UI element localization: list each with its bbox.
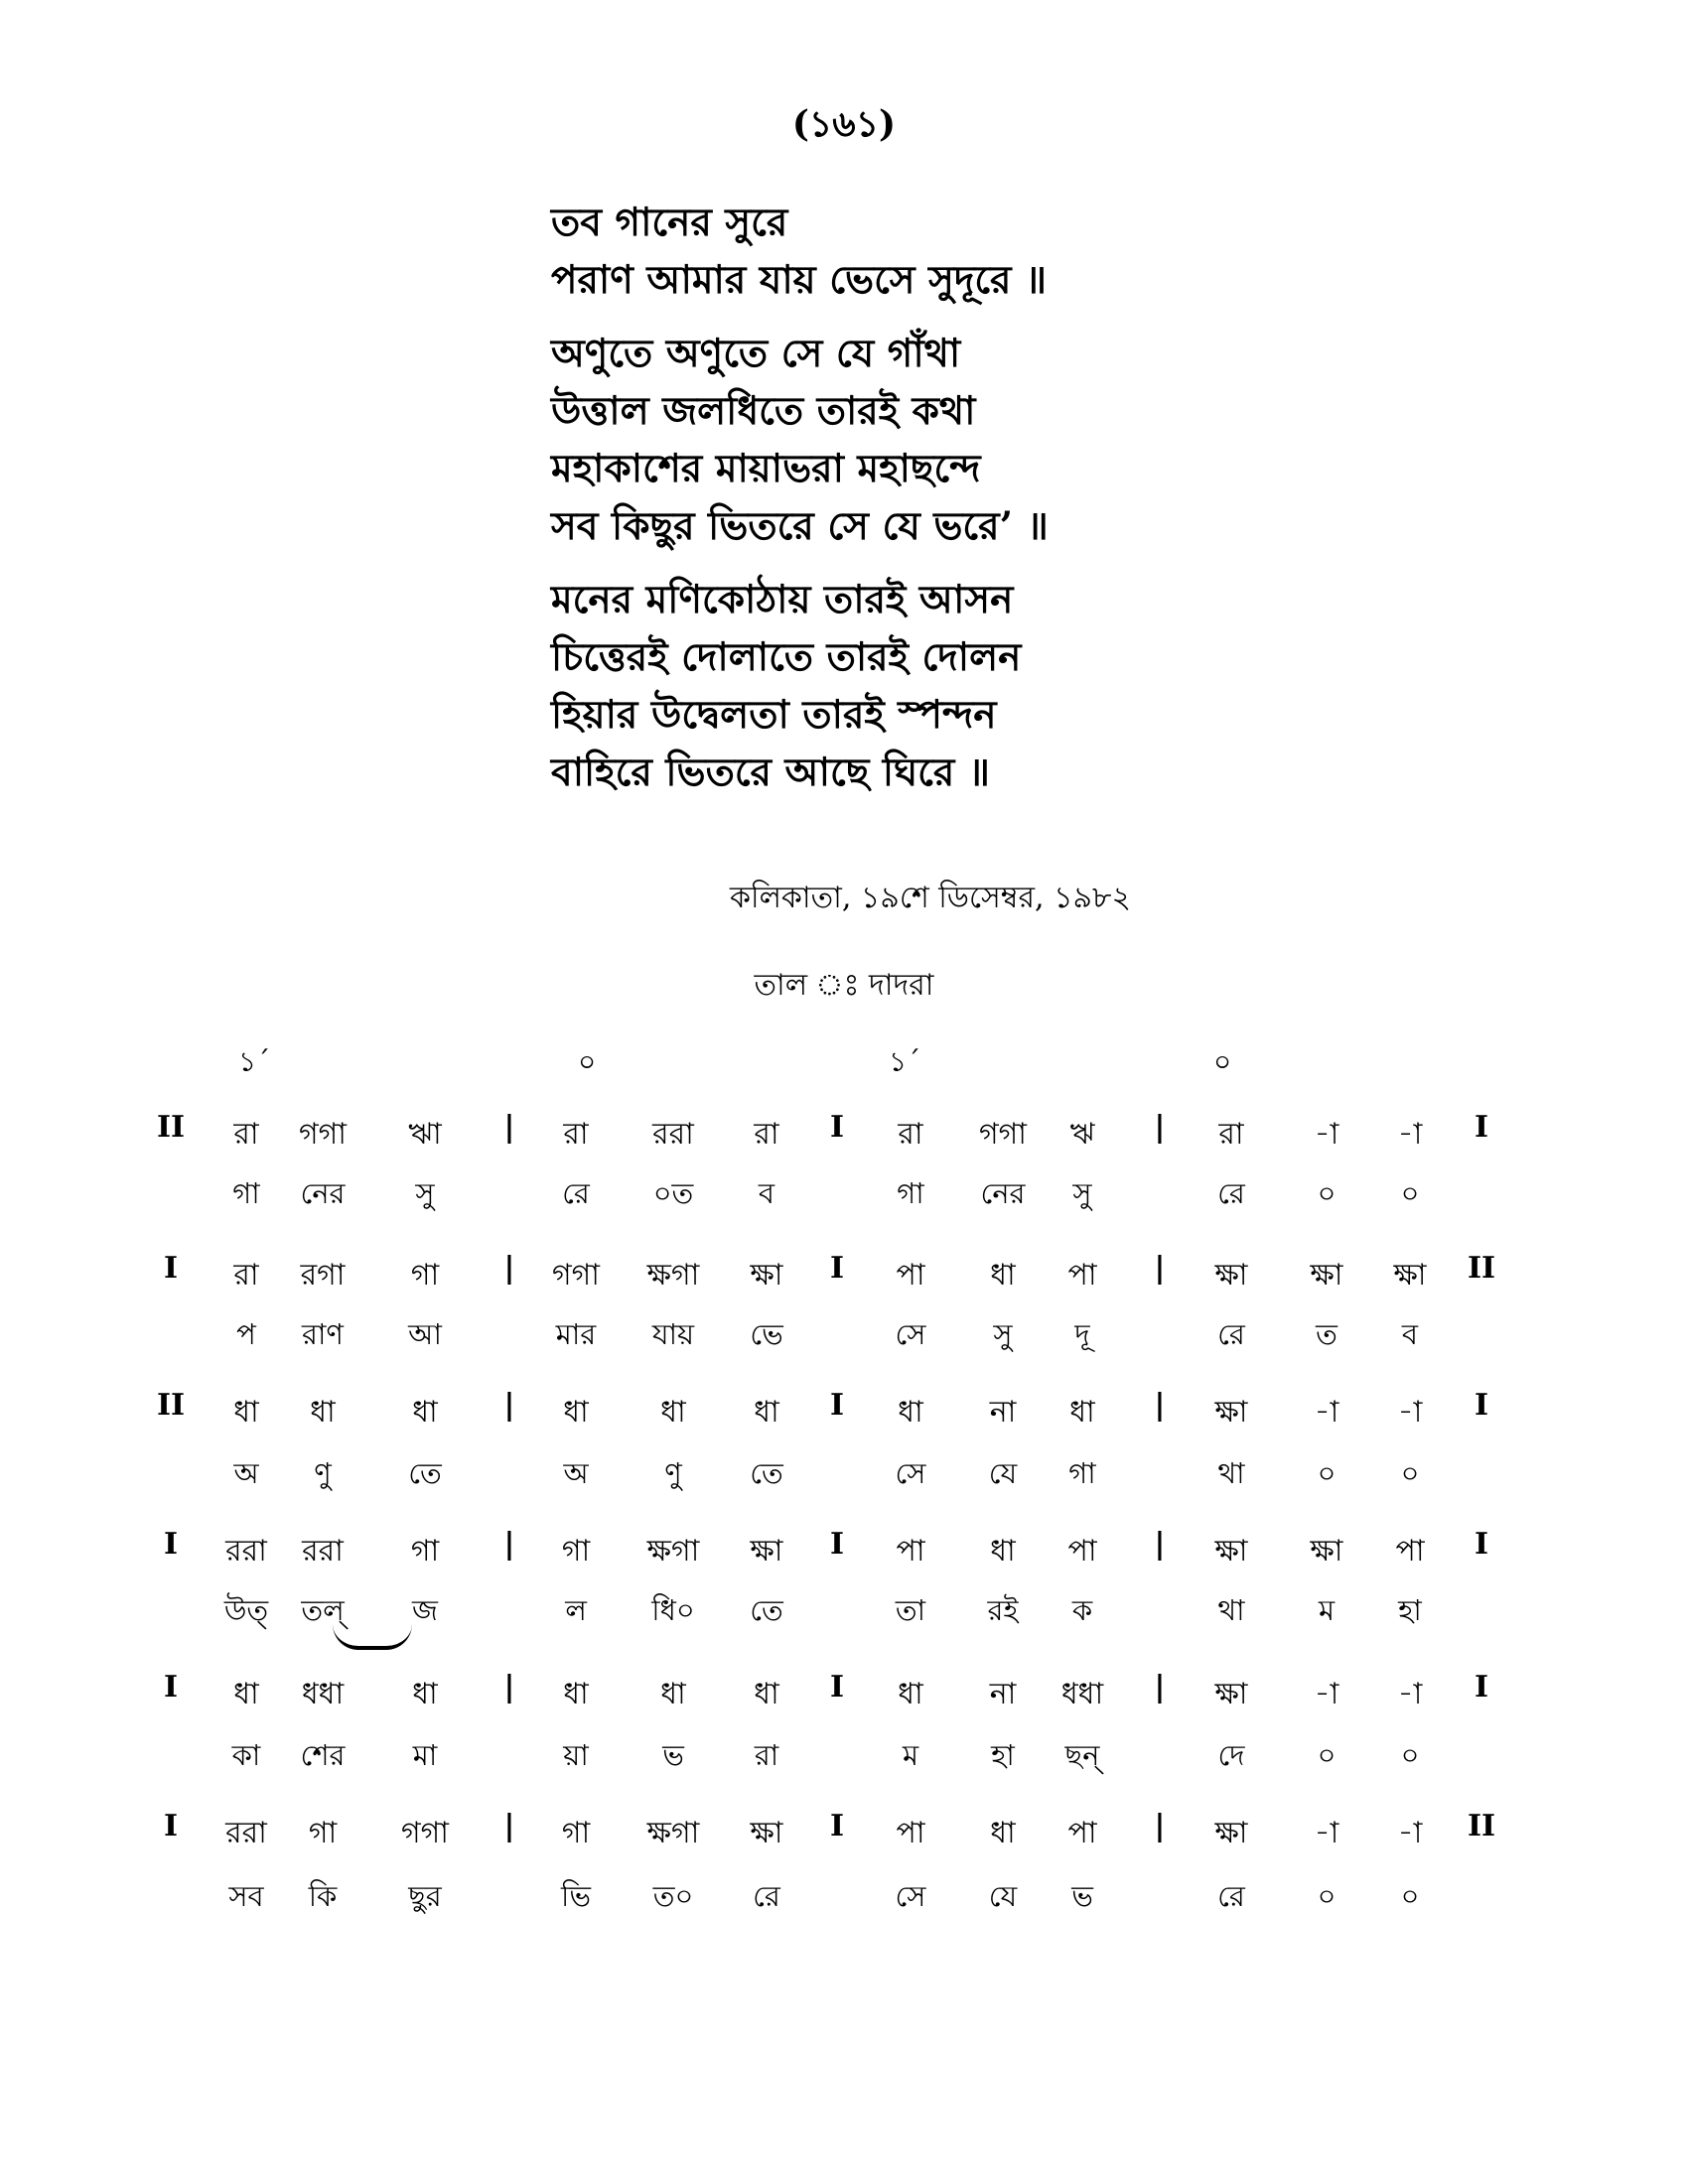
lyric-syllable: ণু: [314, 1456, 332, 1490]
swara-note: -া: [1397, 1816, 1423, 1850]
lyric-syllable: রে: [562, 1176, 590, 1210]
lyric-syllable: রে: [1217, 1317, 1245, 1351]
swara-note: ধা: [898, 1677, 923, 1711]
division-separator: |: [503, 1527, 515, 1562]
barline-end: II: [1467, 1251, 1496, 1286]
lyric-syllable: ০: [1400, 1456, 1420, 1490]
lyric-syllable-row: [0, 1733, 1688, 1793]
barline-end: I: [1474, 1527, 1489, 1562]
lyric-syllable: ০: [1317, 1738, 1336, 1772]
swara-note: রা: [233, 1117, 259, 1152]
lyric-syllable: ল: [565, 1593, 587, 1627]
barline-end: I: [1474, 1388, 1489, 1423]
swara-note: ধা: [990, 1258, 1016, 1293]
swara-row: [0, 1110, 1688, 1169]
lyric-syllable: সে: [895, 1456, 926, 1490]
beat-marker: ০: [1213, 1045, 1232, 1078]
swara-note: পা: [1067, 1816, 1097, 1850]
swara-note: গগা: [298, 1117, 348, 1152]
lyric-syllable: তে: [408, 1456, 442, 1490]
lyric-syllable: সু: [993, 1317, 1013, 1351]
lyrics: [551, 194, 1445, 817]
swara-note: ক্ষা: [1214, 1534, 1248, 1569]
swara-note: ররা: [225, 1816, 267, 1850]
lyric-syllable: সু: [415, 1176, 435, 1210]
barline-start: II: [156, 1388, 186, 1423]
lyric-syllable: রা: [754, 1738, 779, 1772]
lyric-syllable: ভে: [750, 1317, 783, 1351]
swara-note: ররা: [225, 1534, 267, 1569]
swara-note: ধা: [1069, 1395, 1095, 1430]
swara-note: ররা: [652, 1117, 694, 1152]
swara-note: গা: [561, 1534, 591, 1569]
swara-note: ক্ষা: [1393, 1258, 1427, 1293]
beat-marker: ০: [578, 1045, 597, 1078]
swara-note: গগা: [551, 1258, 601, 1293]
swara-note: পা: [1067, 1258, 1097, 1293]
swara-note: ররা: [302, 1534, 344, 1569]
swara-note: গা: [410, 1534, 440, 1569]
division-separator: |: [503, 1670, 515, 1705]
swara-note: ক্ষা: [1310, 1258, 1343, 1293]
swara-note: রা: [898, 1117, 923, 1152]
lyric-line: হিয়ার উদ্বেলতা তারই স্পন্দন: [551, 692, 997, 738]
lyric-syllable: ০: [1317, 1456, 1336, 1490]
barline-start: II: [156, 1110, 186, 1145]
swara-row: [0, 1809, 1688, 1868]
swara-note: ধা: [898, 1395, 923, 1430]
swara-note: ঋা: [408, 1117, 442, 1152]
lyric-syllable: রে: [753, 1879, 780, 1913]
lyric-syllable: ম: [1318, 1593, 1336, 1627]
barline-start: I: [163, 1809, 179, 1843]
swara-note: পা: [1067, 1534, 1097, 1569]
swara-note: ধধা: [301, 1677, 345, 1711]
lyric-syllable: ণু: [664, 1456, 682, 1490]
division-separator: I: [829, 1388, 845, 1423]
lyric-syllable: ব: [758, 1176, 775, 1210]
swara-note: ক্ষা: [1310, 1534, 1343, 1569]
lyric-syllable: ছুর: [408, 1879, 442, 1913]
swara-note: ক্ষা: [750, 1816, 783, 1850]
swara-note: ক্ষা: [1214, 1816, 1248, 1850]
lyric-syllable: অ: [233, 1456, 259, 1490]
swara-note: -া: [1314, 1395, 1339, 1430]
beat-marker: ১´: [238, 1045, 271, 1078]
lyric-line: চিত্তেরই দোলাতে তারই দোলন: [551, 634, 1022, 680]
division-separator: |: [1154, 1527, 1166, 1562]
lyric-syllable: ক: [1071, 1593, 1093, 1627]
lyric-syllable: শের: [300, 1738, 346, 1772]
lyric-syllable: কি: [308, 1879, 338, 1913]
lyric-syllable: ০: [1317, 1879, 1336, 1913]
lyric-syllable: ০: [1400, 1738, 1420, 1772]
lyric-syllable: গা: [897, 1176, 924, 1210]
lyric-line: পরাণ আমার যায় ভেসে সুদূরে ॥: [551, 257, 1048, 303]
tala-label: তাল ঃ দাদরা: [754, 968, 934, 1003]
lyric-syllable: দূ: [1074, 1317, 1090, 1351]
lyric-syllable: রই: [987, 1593, 1019, 1627]
lyric-syllable: উত্: [223, 1593, 269, 1627]
division-separator: |: [1154, 1809, 1166, 1843]
lyric-syllable-row: [0, 1312, 1688, 1372]
lyric-syllable-row: [0, 1451, 1688, 1511]
division-separator: I: [829, 1670, 845, 1705]
swara-note: ধা: [990, 1534, 1016, 1569]
lyric-syllable: নের: [980, 1176, 1026, 1210]
lyric-syllable: তে: [750, 1456, 783, 1490]
lyric-syllable: ০: [1400, 1176, 1420, 1210]
division-separator: |: [503, 1809, 515, 1843]
swara-note: -া: [1314, 1677, 1339, 1711]
lyric-syllable: রে: [1217, 1879, 1245, 1913]
lyric-syllable: ভি: [561, 1879, 591, 1913]
swara-note: পা: [1395, 1534, 1425, 1569]
lyric-syllable: ত০: [652, 1879, 694, 1913]
lyric-syllable: তা: [895, 1593, 926, 1627]
lyric-syllable: সে: [895, 1317, 926, 1351]
swara-note: ক্ষা: [1214, 1395, 1248, 1430]
barline-end: I: [1474, 1110, 1489, 1145]
place-date-signature: কলিকাতা, ১৯শে ডিসেম্বর, ১৯৮২: [730, 881, 1131, 915]
lyric-syllable: গা: [232, 1176, 260, 1210]
lyric-syllable: নের: [300, 1176, 346, 1210]
lyric-syllable: সে: [895, 1879, 926, 1913]
lyric-syllable: আ: [408, 1317, 442, 1351]
lyric-syllable-row: [0, 1588, 1688, 1648]
lyric-syllable-row: [0, 1171, 1688, 1231]
swara-note: ধা: [660, 1395, 686, 1430]
swara-note: ক্ষা: [1214, 1258, 1248, 1293]
lyric-syllable: হা: [991, 1738, 1015, 1772]
lyric-syllable: যে: [988, 1879, 1018, 1913]
swara-note: -া: [1397, 1117, 1423, 1152]
division-separator: |: [1154, 1251, 1166, 1286]
swara-note: রা: [754, 1117, 779, 1152]
division-separator: I: [829, 1527, 845, 1562]
swara-note: না: [989, 1395, 1017, 1430]
lyric-syllable: গা: [1068, 1456, 1096, 1490]
page-number: (১৬১): [791, 103, 897, 145]
lyric-syllable: হা: [1398, 1593, 1422, 1627]
swara-note: গগা: [400, 1816, 450, 1850]
swara-note: ধধা: [1060, 1677, 1104, 1711]
lyric-syllable: জ: [412, 1593, 438, 1627]
lyric-line: উত্তাল জলধিতে তারই কথা: [551, 388, 976, 434]
swara-note: ধা: [233, 1395, 259, 1430]
division-separator: I: [829, 1110, 845, 1145]
lyric-syllable: ব: [1401, 1317, 1419, 1351]
swara-row: [0, 1527, 1688, 1586]
lyric-syllable: মার: [555, 1317, 597, 1351]
lyric-line: মহাকাশের মায়াভরা মহাছন্দে: [551, 446, 981, 491]
lyric-syllable: ধি০: [651, 1593, 695, 1627]
stanza-1: [551, 194, 1445, 309]
barline-start: I: [163, 1527, 179, 1562]
lyric-syllable: ০: [1317, 1176, 1336, 1210]
lyric-syllable: ম: [902, 1738, 919, 1772]
swara-note: ধা: [754, 1395, 779, 1430]
division-separator: I: [829, 1251, 845, 1286]
swara-note: -া: [1397, 1395, 1423, 1430]
swara-note: ধা: [660, 1677, 686, 1711]
division-separator: |: [1154, 1388, 1166, 1423]
lyric-syllable: তে: [750, 1593, 783, 1627]
swara-note: ঋ: [1069, 1117, 1095, 1152]
lyric-syllable: ছন্: [1064, 1738, 1100, 1772]
swara-note: রগা: [300, 1258, 346, 1293]
lyric-syllable: মা: [412, 1738, 438, 1772]
lyric-syllable: ভ: [1071, 1879, 1093, 1913]
swara-row: [0, 1670, 1688, 1729]
division-separator: |: [503, 1388, 515, 1423]
swara-note: -া: [1314, 1816, 1339, 1850]
swara-note: গগা: [978, 1117, 1028, 1152]
barline-start: I: [163, 1670, 179, 1705]
lyric-syllable: ত: [1316, 1317, 1337, 1351]
lyric-syllable: অ: [563, 1456, 589, 1490]
swara-note: ক্ষা: [1214, 1677, 1248, 1711]
stanza-2: [551, 325, 1445, 555]
lyric-syllable: যায়: [651, 1317, 695, 1351]
swara-note: ক্ষা: [750, 1258, 783, 1293]
swara-note: ধা: [563, 1677, 589, 1711]
swara-note: ক্ষগা: [646, 1258, 700, 1293]
swara-note: ধা: [754, 1677, 779, 1711]
lyric-line: তব গানের সুরে: [551, 200, 788, 245]
lyric-syllable: কা: [231, 1738, 261, 1772]
swara-note: গা: [410, 1258, 440, 1293]
lyric-syllable: থা: [1217, 1593, 1245, 1627]
swara-note: রা: [233, 1258, 259, 1293]
lyric-syllable: ভ: [662, 1738, 684, 1772]
division-separator: |: [1154, 1670, 1166, 1705]
lyric-syllable-row: [0, 1874, 1688, 1934]
swara-note: পা: [896, 1534, 925, 1569]
swara-row: [0, 1388, 1688, 1447]
division-separator: I: [829, 1809, 845, 1843]
beat-marker: ১´: [889, 1045, 921, 1078]
lyric-syllable: তল্: [301, 1593, 345, 1627]
swara-note: গা: [561, 1816, 591, 1850]
swara-note: গা: [308, 1816, 338, 1850]
lyric-line: অণুতে অণুতে সে যে গাঁথা: [551, 331, 961, 376]
lyric-syllable: থা: [1217, 1456, 1245, 1490]
stanza-3: [551, 571, 1445, 801]
barline-start: I: [163, 1251, 179, 1286]
barline-end: I: [1474, 1670, 1489, 1705]
lyric-syllable: রাণ: [302, 1317, 344, 1351]
lyric-line: বাহিরে ভিতরে আছে ঘিরে ॥: [551, 750, 990, 795]
swara-note: পা: [896, 1258, 925, 1293]
swara-note: ধা: [412, 1677, 438, 1711]
lyric-line: মনের মণিকোঠায় তারই আসন: [551, 577, 1014, 622]
lyric-syllable: রে: [1217, 1176, 1245, 1210]
lyric-syllable: সব: [228, 1879, 264, 1913]
division-separator: |: [1154, 1110, 1166, 1145]
swara-note: ধা: [563, 1395, 589, 1430]
division-separator: |: [503, 1110, 515, 1145]
swara-note: -া: [1397, 1677, 1423, 1711]
lyric-syllable: দে: [1217, 1738, 1245, 1772]
swara-row: [0, 1251, 1688, 1310]
swara-note: ধা: [412, 1395, 438, 1430]
swara-note: ধা: [310, 1395, 336, 1430]
swara-note: ক্ষগা: [646, 1534, 700, 1569]
swara-note: ধা: [990, 1816, 1016, 1850]
swara-note: ক্ষা: [750, 1534, 783, 1569]
lyric-line: সব কিছুর ভিতরে সে যে ভরে’ ॥: [551, 503, 1049, 549]
lyric-syllable: সু: [1072, 1176, 1092, 1210]
swara-note: ক্ষগা: [646, 1816, 700, 1850]
lyric-syllable: যে: [988, 1456, 1018, 1490]
division-separator: |: [503, 1251, 515, 1286]
swara-note: ধা: [233, 1677, 259, 1711]
lyric-syllable: য়া: [563, 1738, 589, 1772]
barline-end: II: [1467, 1809, 1496, 1843]
lyric-syllable: ০ত: [652, 1176, 694, 1210]
swara-note: রা: [1218, 1117, 1244, 1152]
swara-note: না: [989, 1677, 1017, 1711]
swara-note: পা: [896, 1816, 925, 1850]
lyric-syllable: ০: [1400, 1879, 1420, 1913]
lyric-syllable: প: [236, 1317, 256, 1351]
swara-note: রা: [563, 1117, 589, 1152]
swara-note: -া: [1314, 1117, 1339, 1152]
